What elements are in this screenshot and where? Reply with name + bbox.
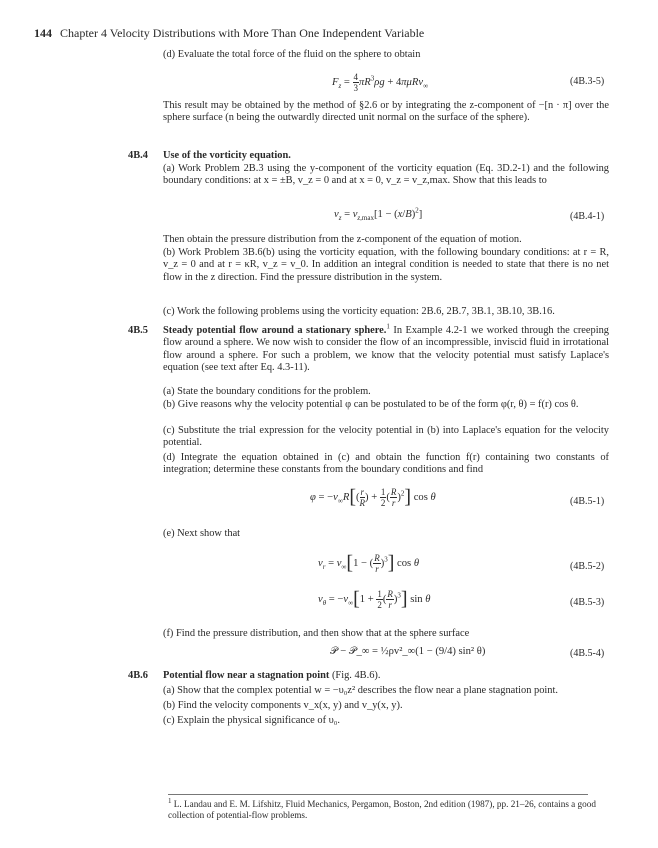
equation-4B3-5: $F_z$ = $\frac{4}{3}$ $\pi R^3\rho g + 4\pi\mu Rv_\infty$ — [332, 72, 429, 93]
part-label: (c) — [163, 715, 175, 726]
equation-number: (4B.4-1) — [570, 211, 605, 222]
part-label: (a) — [163, 163, 175, 174]
equation-4B4-1: $v_z = v_{z,max}[1 - (x/B)^2]$ — [334, 206, 423, 223]
part-text: Next show that — [177, 528, 241, 539]
part-label: (c) — [163, 306, 175, 317]
equation-number: (4B.5-1) — [570, 496, 605, 507]
chapter-title: Chapter 4 Velocity Distributions with More Than One Independent Variable — [60, 26, 425, 40]
footnote-text: L. Landau and E. M. Lifshitz, Fluid Mechanics, Pergamon, Boston, 2nd edition (1987), pp. 21–26, contains a good collection of potential-flow problems. — [168, 799, 596, 820]
part-label: (f) — [163, 628, 174, 639]
part-label: (c) — [163, 425, 175, 436]
part-label: (e) — [163, 528, 175, 539]
problem-title: Potential flow near a stagnation point — [163, 670, 330, 681]
problem-4B3-d — [163, 49, 609, 61]
problem-4B6-title — [163, 670, 380, 682]
problem-4B3-note: This result may be obtained by the method of §2.6 or by integrating the z-component of −[n · π] over the sphere surface (n being the outwardly directed unit normal on the surface of the sphere). — [163, 100, 609, 124]
problem-number: 4B.5 — [128, 325, 148, 336]
problem-4B5-e — [163, 528, 240, 540]
problem-4B5-a — [163, 386, 609, 398]
figure-ref: (Fig. 4B.6). — [331, 670, 381, 681]
problem-4B5-b — [163, 399, 609, 411]
equation-number: (4B.5-3) — [570, 597, 605, 608]
part-label: (b) — [163, 247, 176, 258]
problem-title: Use of the vorticity equation. — [163, 150, 291, 161]
part-text: Work the following problems using the vorticity equation: 2B.6, 2B.7, 3B.1, 3B.10, 3B.16. — [176, 306, 555, 317]
part-label: (d) — [163, 49, 176, 60]
footnote-rule — [168, 794, 588, 795]
problem-title: Steady potential flow around a stationary sphere. — [163, 325, 387, 336]
part-label: (b) — [163, 399, 176, 410]
part-text: Work Problem 2B.3 using the y-component of the vorticity equation (Eq. 3D.2-1) and the following boundary conditions: at x = ±B, v_z = 0 and at x = 0, v_z = v_z,max. Show that this leads to — [163, 163, 609, 187]
part-label: (d) — [163, 452, 176, 463]
equation-4B5-3: $v_\theta = -v_\infty[1$ + $\frac{1}{2}$ ( $\frac{R}{r}$ )$^3$] sin θ — [318, 588, 431, 610]
problem-4B5-f — [163, 628, 609, 640]
part-text: Explain the physical significance of υ₀. — [177, 715, 341, 726]
footnote — [168, 796, 608, 821]
equation-number: (4B.5-4) — [570, 648, 605, 659]
equation-4B5-4: 𝒫 − 𝒫_∞ = ½ρv²_∞(1 − (9/4) sin² θ) — [330, 646, 486, 657]
footnote-mark: 1 — [168, 796, 172, 805]
part-text: Find the pressure distribution, and then show that at the sphere surface — [176, 628, 470, 639]
problem-4B4-b — [163, 247, 609, 284]
equation-number: (4B.5-2) — [570, 561, 605, 572]
problem-4B4-after: Then obtain the pressure distribution from the z-component of the equation of motion. — [163, 234, 522, 245]
running-header — [34, 26, 424, 41]
problem-4B6-b — [163, 700, 609, 712]
part-text: Work Problem 3B.6(b) using the vorticity equation, with the following boundary conditions: at r = R, v_z = 0 and at r = κR, v_z = v_0. In addition an integral condition is needed to state that there is no net flow in the z direction. Find the pressure distribution in the system. — [163, 247, 609, 283]
problem-4B5-d — [163, 452, 609, 477]
part-label: (a) — [163, 386, 175, 397]
part-text: Evaluate the total force of the fluid on the sphere to obtain — [177, 49, 421, 60]
page-number: 144 — [34, 26, 52, 40]
problem-number: 4B.6 — [128, 670, 148, 681]
part-text: State the boundary conditions for the problem. — [177, 386, 371, 397]
part-text: Substitute the trial expression for the velocity potential in (b) into Laplace's equation for the velocity potential. — [163, 425, 609, 449]
problem-4B6-a — [163, 685, 609, 697]
problem-4B5-c — [163, 425, 609, 450]
part-text: Show that the complex potential w = −υ₀z² describes the flow near a plane stagnation point. — [177, 685, 558, 696]
part-text: Integrate the equation obtained in (c) and obtain the function f(r) containing two constants of integration; determine these constants from the boundary conditions and find — [163, 452, 610, 476]
problem-number: 4B.4 — [128, 150, 148, 161]
part-text: Find the velocity components v_x(x, y) and v_y(x, y). — [177, 700, 403, 711]
part-label: (b) — [163, 700, 176, 711]
equation-number: (4B.3-5) — [570, 76, 605, 87]
equation-4B5-1: $\varphi = -v_\infty R$[( $\frac{r}{R}$ ) + $\frac{1}{2}$ ( $\frac{R}{r}$ )$^2$] cos θ — [310, 486, 436, 508]
problem-4B4-a — [163, 163, 609, 188]
footnote-ref: 1 — [386, 322, 390, 331]
part-text: Give reasons why the velocity potential φ can be postulated to be of the form φ(r, θ) = f(r) cos θ. — [177, 399, 579, 410]
equation-4B5-2: $v_r = v_\infty[1$ − ( $\frac{R}{r}$ )$^3$] cos θ — [318, 552, 420, 574]
intro-text: In Example 4.2-1 we worked through the creeping flow around a sphere. We now wish to consider the flow of an incompressible, inviscid fluid in irrotational flow around a sphere. For such a problem, we know that the velocity potential must satisfy Laplace's equation (see text after Eq. 4.3-11). — [163, 325, 609, 373]
problem-4B5-intro — [163, 322, 609, 374]
problem-4B6-c — [163, 715, 609, 727]
problem-4B4-c — [163, 306, 609, 318]
part-label: (a) — [163, 685, 175, 696]
